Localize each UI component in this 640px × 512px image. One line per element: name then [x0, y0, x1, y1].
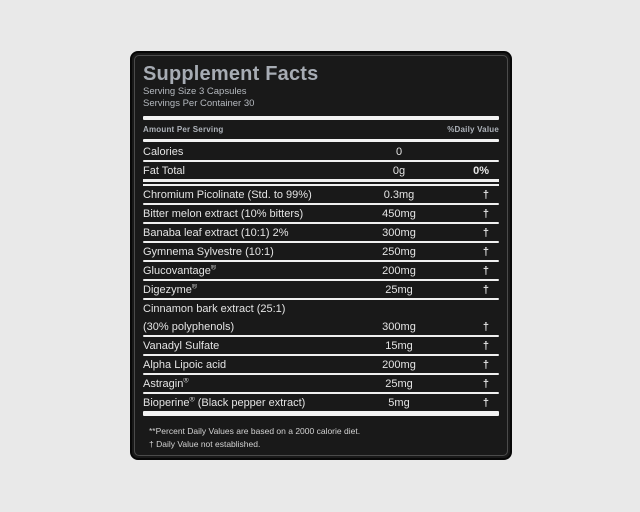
supplement-row	[143, 300, 499, 317]
label-content	[132, 53, 510, 458]
ingredient-name: Alpha Lipoic acid	[143, 358, 227, 371]
ingredient-amount: 200mg	[382, 358, 416, 371]
ingredient-name: Chromium Picolinate (Std. to 99%)	[143, 188, 312, 201]
supplement-row	[143, 224, 499, 241]
daily-value: 0%	[473, 164, 489, 177]
ingredient-amount: 250mg	[382, 245, 416, 258]
supplement-row	[143, 262, 499, 279]
daily-value: †	[482, 207, 489, 220]
daily-value: †	[482, 358, 489, 371]
ingredient-name: Fat Total	[143, 164, 185, 177]
servings-per-container-text: Servings Per Container 30	[143, 98, 255, 109]
ingredient-amount: 0g	[392, 164, 406, 177]
supplement-facts-label	[130, 51, 512, 460]
ingredient-amount: 25mg	[385, 283, 413, 296]
ingredient-name: Banaba leaf extract (10:1) 2%	[143, 226, 289, 239]
ingredient-amount: 15mg	[385, 339, 413, 352]
ingredient-name: Glucovantage®	[143, 264, 217, 277]
supplement-row	[143, 162, 499, 179]
ingredient-amount: 450mg	[382, 207, 416, 220]
ingredient-name: Bioperine® (Black pepper extract)	[143, 396, 306, 409]
ingredient-name: Calories	[143, 145, 184, 158]
supplement-row	[143, 186, 499, 203]
amount-per-serving-header: Amount Per Serving	[143, 125, 224, 134]
ingredient-name: Vanadyl Sulfate	[143, 339, 220, 352]
ingredient-amount: 0	[395, 145, 403, 158]
daily-value: †	[482, 320, 489, 333]
serving-size-text: Serving Size 3 Capsules	[143, 86, 247, 97]
column-header-separator-bar	[143, 139, 499, 142]
supplement-row	[143, 318, 499, 335]
ingredient-name: Bitter melon extract (10% bitters)	[143, 207, 304, 220]
daily-value: †	[482, 226, 489, 239]
ingredient-amount: 0.3mg	[383, 188, 415, 201]
ingredient-name: Cinnamon bark extract (25:1)	[143, 302, 286, 315]
daily-value: †	[482, 245, 489, 258]
supplement-row	[143, 243, 499, 260]
ingredient-amount: 25mg	[385, 377, 413, 390]
ingredient-rows	[143, 143, 499, 416]
daily-value-header: %Daily Value	[447, 125, 499, 134]
daily-value: †	[482, 264, 489, 277]
ingredient-amount: 5mg	[388, 396, 410, 409]
daily-value: †	[482, 396, 489, 409]
row-separator	[143, 179, 499, 186]
supplement-row	[143, 394, 499, 411]
footnotes	[143, 425, 499, 451]
ingredient-name: Digezyme®	[143, 283, 198, 296]
daily-value: †	[482, 188, 489, 201]
label-title: Supplement Facts	[143, 63, 319, 85]
supplement-row	[143, 337, 499, 354]
footnote-daily-value-not-established: † Daily Value not established.	[149, 439, 261, 449]
supplement-row	[143, 281, 499, 298]
ingredient-name: Gymnema Sylvestre (10:1)	[143, 245, 274, 258]
footnote-percent-daily-values: **Percent Daily Values are based on a 2000 calorie diet.	[149, 426, 361, 436]
column-header-row	[143, 120, 499, 139]
ingredient-name: Astragin®	[143, 377, 189, 390]
supplement-row	[143, 356, 499, 373]
daily-value: †	[482, 283, 489, 296]
supplement-row	[143, 375, 499, 392]
daily-value: †	[482, 339, 489, 352]
daily-value: †	[482, 377, 489, 390]
ingredient-amount: 200mg	[382, 264, 416, 277]
ingredient-amount: 300mg	[382, 320, 416, 333]
supplement-row	[143, 205, 499, 222]
supplement-row	[143, 143, 499, 160]
ingredient-amount: 300mg	[382, 226, 416, 239]
row-separator	[143, 411, 499, 416]
ingredient-name: (30% polyphenols)	[143, 320, 235, 333]
